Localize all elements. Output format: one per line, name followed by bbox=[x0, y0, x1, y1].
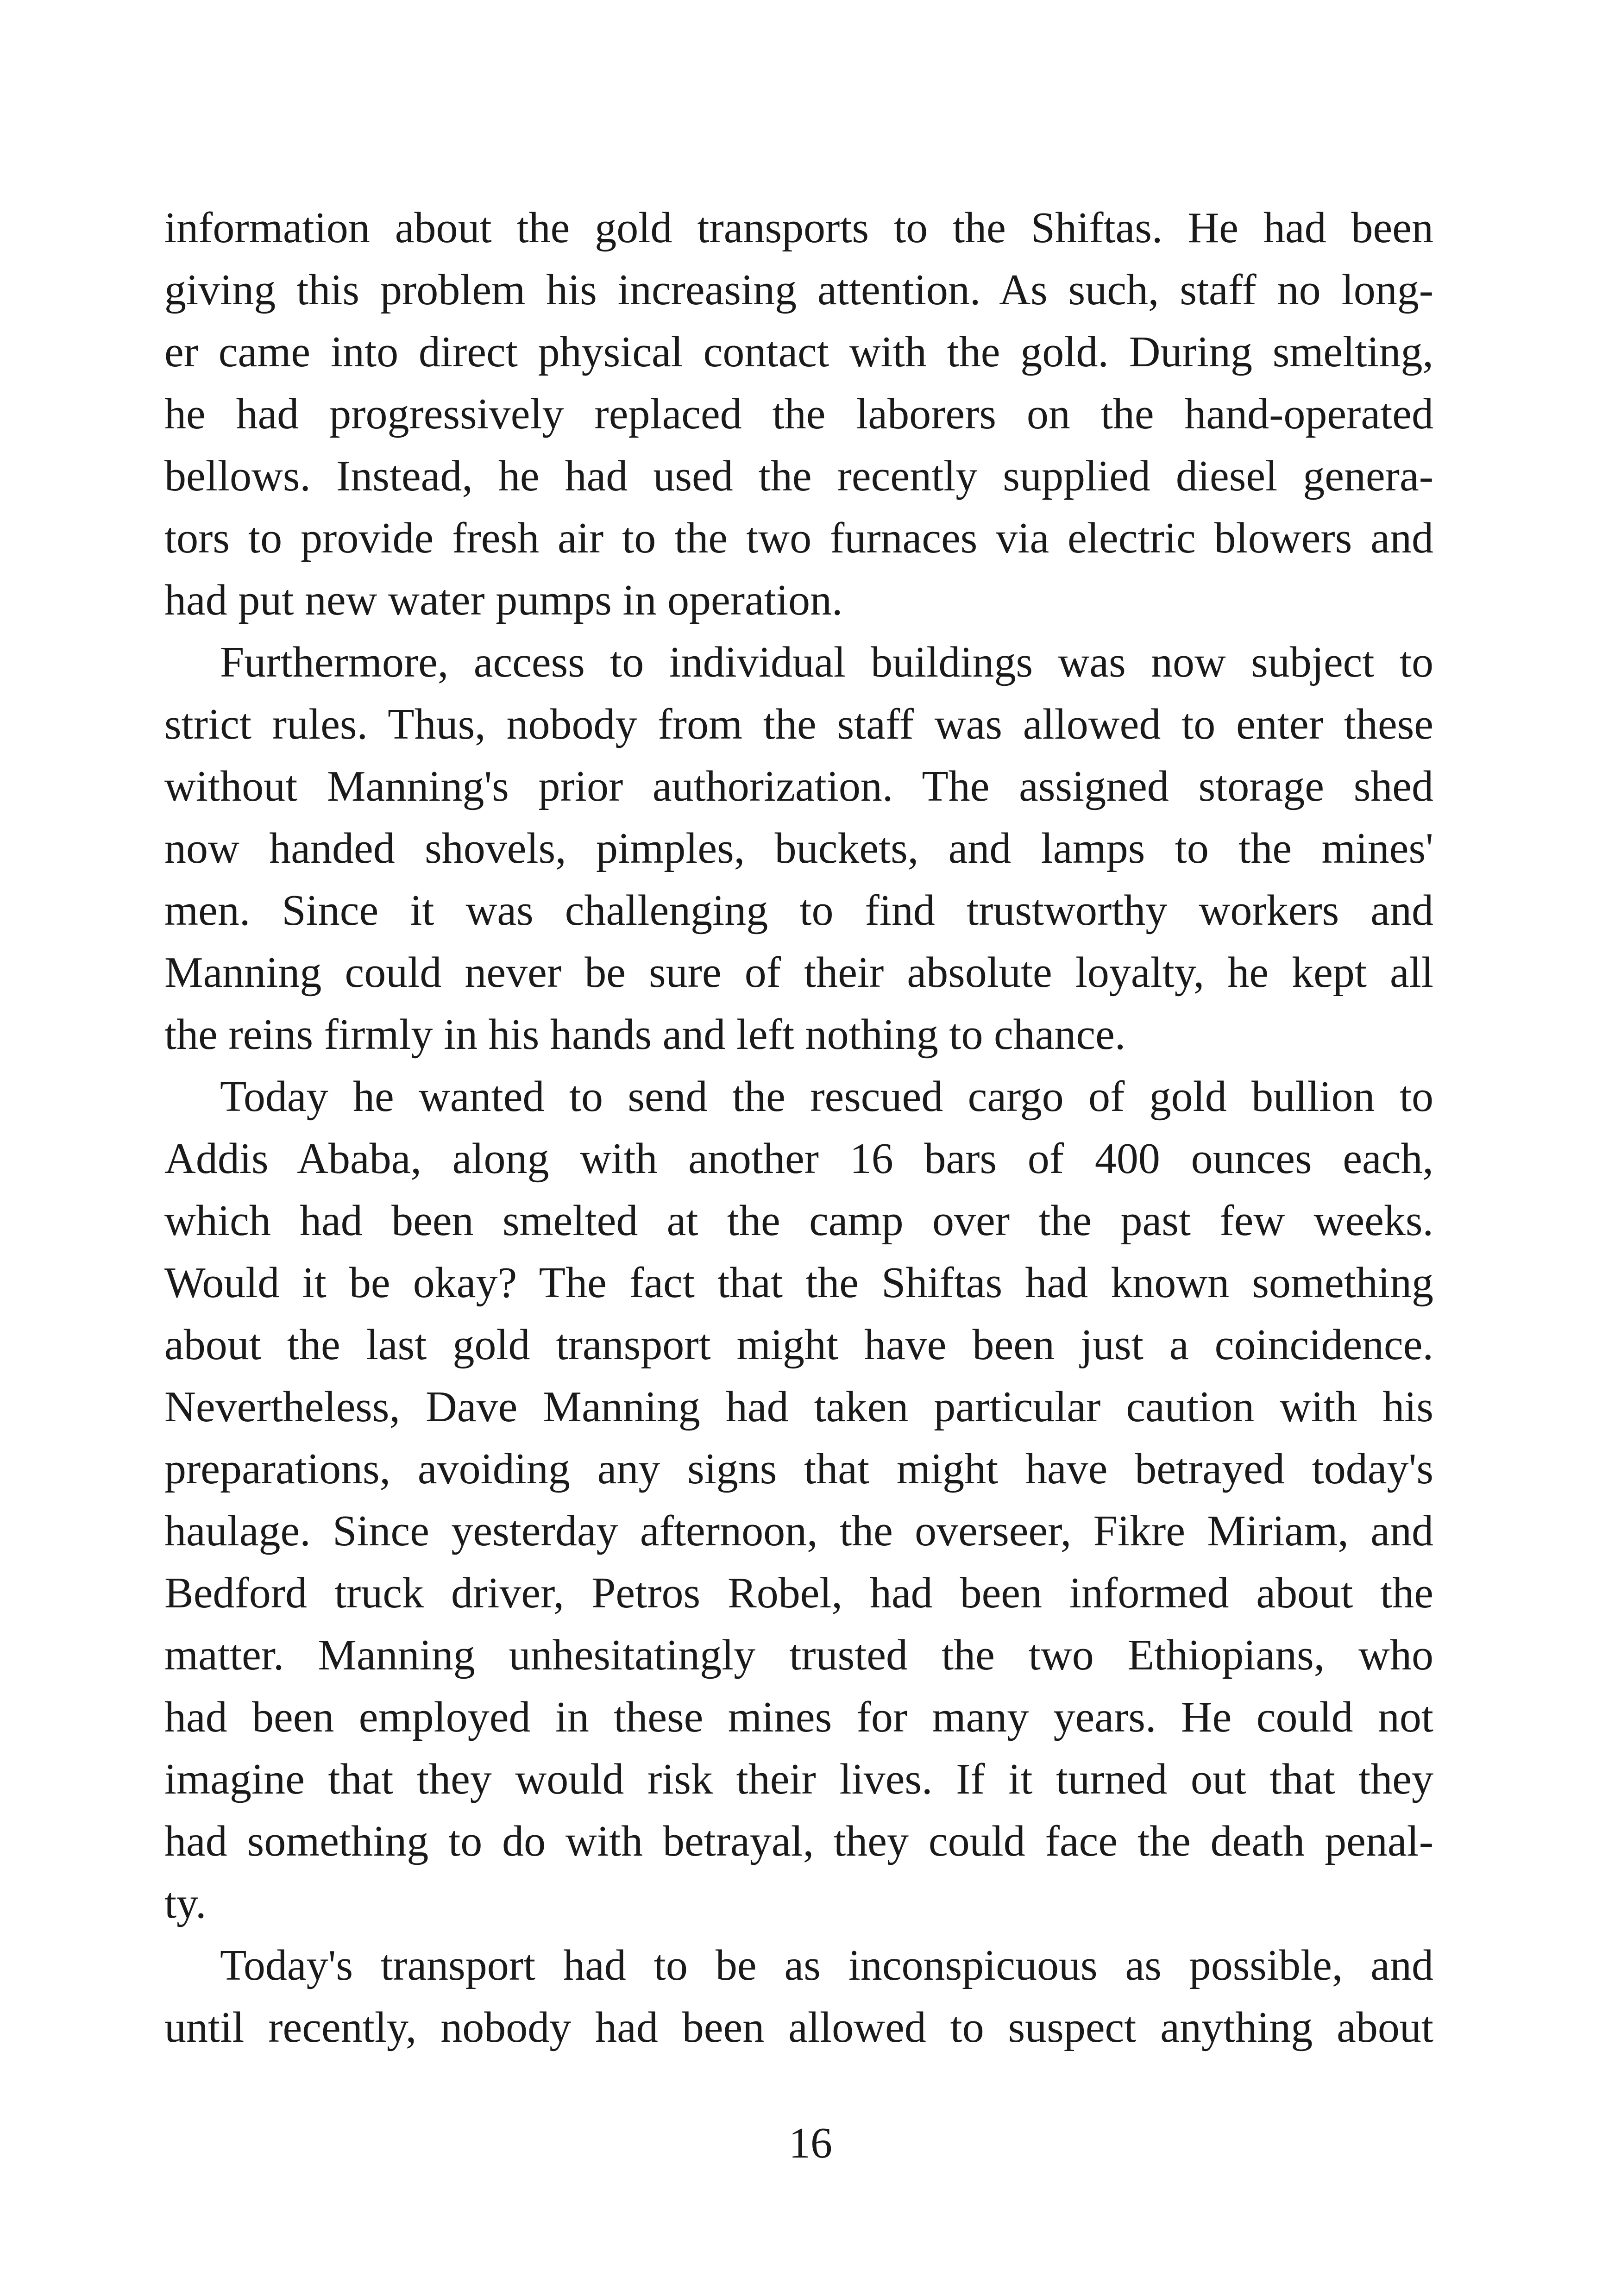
text-line: about the last gold transport might have been just a coincidence. bbox=[164, 1321, 1433, 1369]
text-line: he had progressively replaced the laborers on the hand-operated bbox=[164, 390, 1433, 438]
text-line: preparations, avoiding any signs that might have betrayed today's bbox=[164, 1445, 1433, 1493]
text-line: Bedford truck driver, Petros Robel, had been informed about the bbox=[164, 1569, 1433, 1617]
text-line: Addis Ababa, along with another 16 bars of 400 ounces each, bbox=[164, 1135, 1433, 1183]
text-line: matter. Manning unhesitatingly trusted the two Ethiopians, who bbox=[164, 1631, 1433, 1679]
text-line: bellows. Instead, he had used the recently supplied diesel genera- bbox=[164, 452, 1433, 500]
text-line: Nevertheless, Dave Manning had taken particular caution with his bbox=[164, 1383, 1433, 1431]
text-line: information about the gold transports to the Shiftas. He had been bbox=[164, 204, 1433, 252]
text-line: giving this problem his increasing attention. As such, staff no long- bbox=[164, 266, 1433, 314]
text-line: the reins firmly in his hands and left nothing to chance. bbox=[164, 1010, 1126, 1059]
text-line: er came into direct physical contact with the gold. During smelting, bbox=[164, 328, 1433, 376]
text-line: imagine that they would risk their lives. If it turned out that they bbox=[164, 1755, 1433, 1803]
page-number: 16 bbox=[789, 2119, 832, 2167]
text-line: which had been smelted at the camp over the past few weeks. bbox=[164, 1197, 1433, 1245]
text-line: men. Since it was challenging to find trustworthy workers and bbox=[164, 886, 1433, 935]
paragraph bbox=[164, 1934, 1433, 2058]
text-line: Furthermore, access to individual buildings was now subject to bbox=[220, 638, 1433, 686]
text-line: ty. bbox=[164, 1879, 207, 1927]
body-text bbox=[164, 197, 1433, 2058]
text-line: had been employed in these mines for many years. He could not bbox=[164, 1693, 1433, 1741]
text-line: had put new water pumps in operation. bbox=[164, 576, 843, 624]
paragraph bbox=[164, 197, 1433, 631]
text-line: Manning could never be sure of their absolute loyalty, he kept all bbox=[164, 948, 1433, 997]
text-line: strict rules. Thus, nobody from the staff was allowed to enter these bbox=[164, 700, 1433, 748]
paragraph bbox=[164, 631, 1433, 1066]
paragraph bbox=[164, 1066, 1433, 1934]
text-line: tors to provide fresh air to the two furnaces via electric blowers and bbox=[164, 514, 1433, 562]
text-line: Today he wanted to send the rescued cargo of gold bullion to bbox=[220, 1073, 1433, 1121]
text-line: Would it be okay? The fact that the Shiftas had known something bbox=[164, 1259, 1433, 1307]
text-line: Today's transport had to be as inconspicuous as possible, and bbox=[220, 1941, 1433, 1989]
text-line: haulage. Since yesterday afternoon, the overseer, Fikre Miriam, and bbox=[164, 1507, 1433, 1555]
text-line: until recently, nobody had been allowed to suspect anything about bbox=[164, 2003, 1433, 2051]
text-line: without Manning's prior authorization. The assigned storage shed bbox=[164, 762, 1433, 810]
text-line: now handed shovels, pimples, buckets, and lamps to the mines' bbox=[164, 824, 1433, 872]
text-line: had something to do with betrayal, they could face the death penal- bbox=[164, 1817, 1433, 1865]
